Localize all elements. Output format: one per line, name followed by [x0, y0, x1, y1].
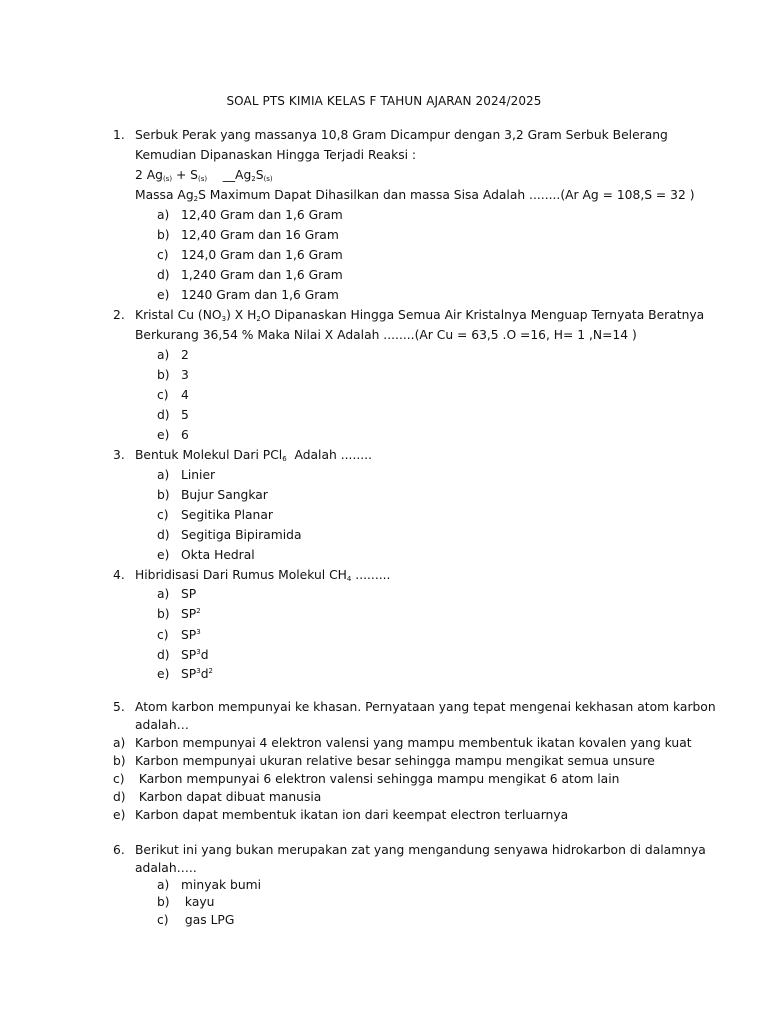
option-letter: c)	[157, 508, 169, 522]
option-text: 1240 Gram dan 1,6 Gram	[181, 288, 339, 302]
option-text: Segitiga Bipiramida	[181, 528, 302, 542]
question-text: adalah…	[135, 718, 189, 732]
option-text: Karbon mempunyai 4 elektron valensi yang mampu membentuk ikatan kovalen yang kuat	[135, 736, 692, 750]
option-letter: c)	[157, 628, 169, 642]
option-text: $SP^3d^2$	[181, 667, 213, 681]
question-text: Atom karbon mempunyai ke khasan. Pernyataan yang tepat mengenai kekhasan atom karbon	[135, 700, 716, 714]
option-letter: a)	[157, 348, 170, 362]
question-text: Bentuk Molekul Dari PCl$_6$ Adalah ........	[135, 448, 372, 463]
option-text: 12,40 Gram dan 1,6 Gram	[181, 208, 343, 222]
question-text: Berikut ini yang bukan merupakan zat yang mengandung senyawa hidrokarbon di dalamnya	[135, 843, 706, 857]
question-number: 1.	[113, 128, 125, 142]
option-letter: a)	[157, 208, 170, 222]
option-letter: d)	[157, 648, 170, 662]
option-text: 6	[181, 428, 189, 442]
reaction-equation: 2 $Ag_{(s)} + S_{(s)}$ $\_\_Ag_2S_{(s)}$	[135, 168, 273, 183]
option-letter: b)	[157, 488, 170, 502]
option-letter: a)	[157, 468, 170, 482]
question-number: 4.	[113, 568, 125, 582]
question-text: Berkurang 36,54 % Maka Nilai X Adalah ........(Ar Cu = 63,5 .O =16, H= 1 ,N=14 )	[135, 328, 637, 342]
option-letter: e)	[157, 428, 170, 442]
option-letter: e)	[157, 667, 170, 681]
option-text: minyak bumi	[181, 878, 262, 892]
option-letter: e)	[113, 808, 126, 822]
option-letter: c)	[157, 913, 169, 927]
option-text: 5	[181, 408, 189, 422]
option-letter: c)	[157, 248, 169, 262]
option-letter: b)	[113, 754, 126, 768]
question-text: Serbuk Perak yang massanya 10,8 Gram Dicampur dengan 3,2 Gram Serbuk Belerang	[135, 128, 668, 142]
question-number: 3.	[113, 448, 125, 462]
option-text: $SP^3$	[181, 628, 201, 642]
option-text: SP	[181, 587, 197, 601]
option-text: 2	[181, 348, 189, 362]
option-letter: b)	[157, 607, 170, 621]
option-text: 12,40 Gram dan 16 Gram	[181, 228, 339, 242]
question-text: Massa $Ag_2S$ Maximum Dapat Dihasilkan dan massa Sisa Adalah ........(Ar Ag = 108,S = 32 )	[135, 188, 695, 203]
option-text: $SP^3d$	[181, 648, 209, 662]
option-text: Karbon mempunyai 6 elektron valensi sehingga mampu mengikat 6 atom lain	[135, 772, 620, 786]
option-text: 4	[181, 388, 189, 402]
option-letter: d)	[113, 790, 126, 804]
option-text: Karbon dapat membentuk ikatan ion dari keempat electron terluarnya	[135, 808, 569, 822]
option-letter: c)	[157, 388, 169, 402]
option-letter: a)	[157, 878, 170, 892]
option-letter: e)	[157, 548, 170, 562]
option-text: Linier	[181, 468, 216, 482]
option-text: Segitika Planar	[181, 508, 273, 522]
option-letter: a)	[113, 736, 126, 750]
option-text: 124,0 Gram dan 1,6 Gram	[181, 248, 343, 262]
option-letter: b)	[157, 228, 170, 242]
option-letter: b)	[157, 368, 170, 382]
option-text: Okta Hedral	[181, 548, 255, 562]
option-letter: d)	[157, 268, 170, 282]
question-text: Hibridisasi Dari Rumus Molekul $CH_4$ .........	[135, 568, 391, 583]
question-number: 6.	[113, 843, 125, 857]
option-text: gas LPG	[181, 913, 235, 927]
option-text: $SP^2$	[181, 607, 201, 621]
option-letter: d)	[157, 408, 170, 422]
option-text: 3	[181, 368, 189, 382]
option-text: kayu	[181, 895, 215, 909]
option-text: Karbon dapat dibuat manusia	[135, 790, 322, 804]
option-letter: c)	[113, 772, 125, 786]
option-text: Bujur Sangkar	[181, 488, 268, 502]
question-text: Kristal Cu $(NO_3)$ X $H_2O$ Dipanaskan Hingga Semua Air Kristalnya Menguap Ternyata Beratnya	[135, 308, 705, 323]
question-text: Kemudian Dipanaskan Hingga Terjadi Reaksi :	[135, 148, 417, 162]
option-letter: e)	[157, 288, 170, 302]
option-letter: b)	[157, 895, 170, 909]
question-number: 2.	[113, 308, 125, 322]
option-letter: d)	[157, 528, 170, 542]
option-text: 1,240 Gram dan 1,6 Gram	[181, 268, 343, 282]
option-letter: a)	[157, 587, 170, 601]
page-title: SOAL PTS KIMIA KELAS F TAHUN AJARAN 2024/2025	[226, 94, 542, 108]
question-number: 5.	[113, 700, 125, 714]
question-text: adalah…..	[135, 861, 197, 875]
option-text: Karbon mempunyai ukuran relative besar sehingga mampu mengikat semua unsure	[135, 754, 655, 768]
